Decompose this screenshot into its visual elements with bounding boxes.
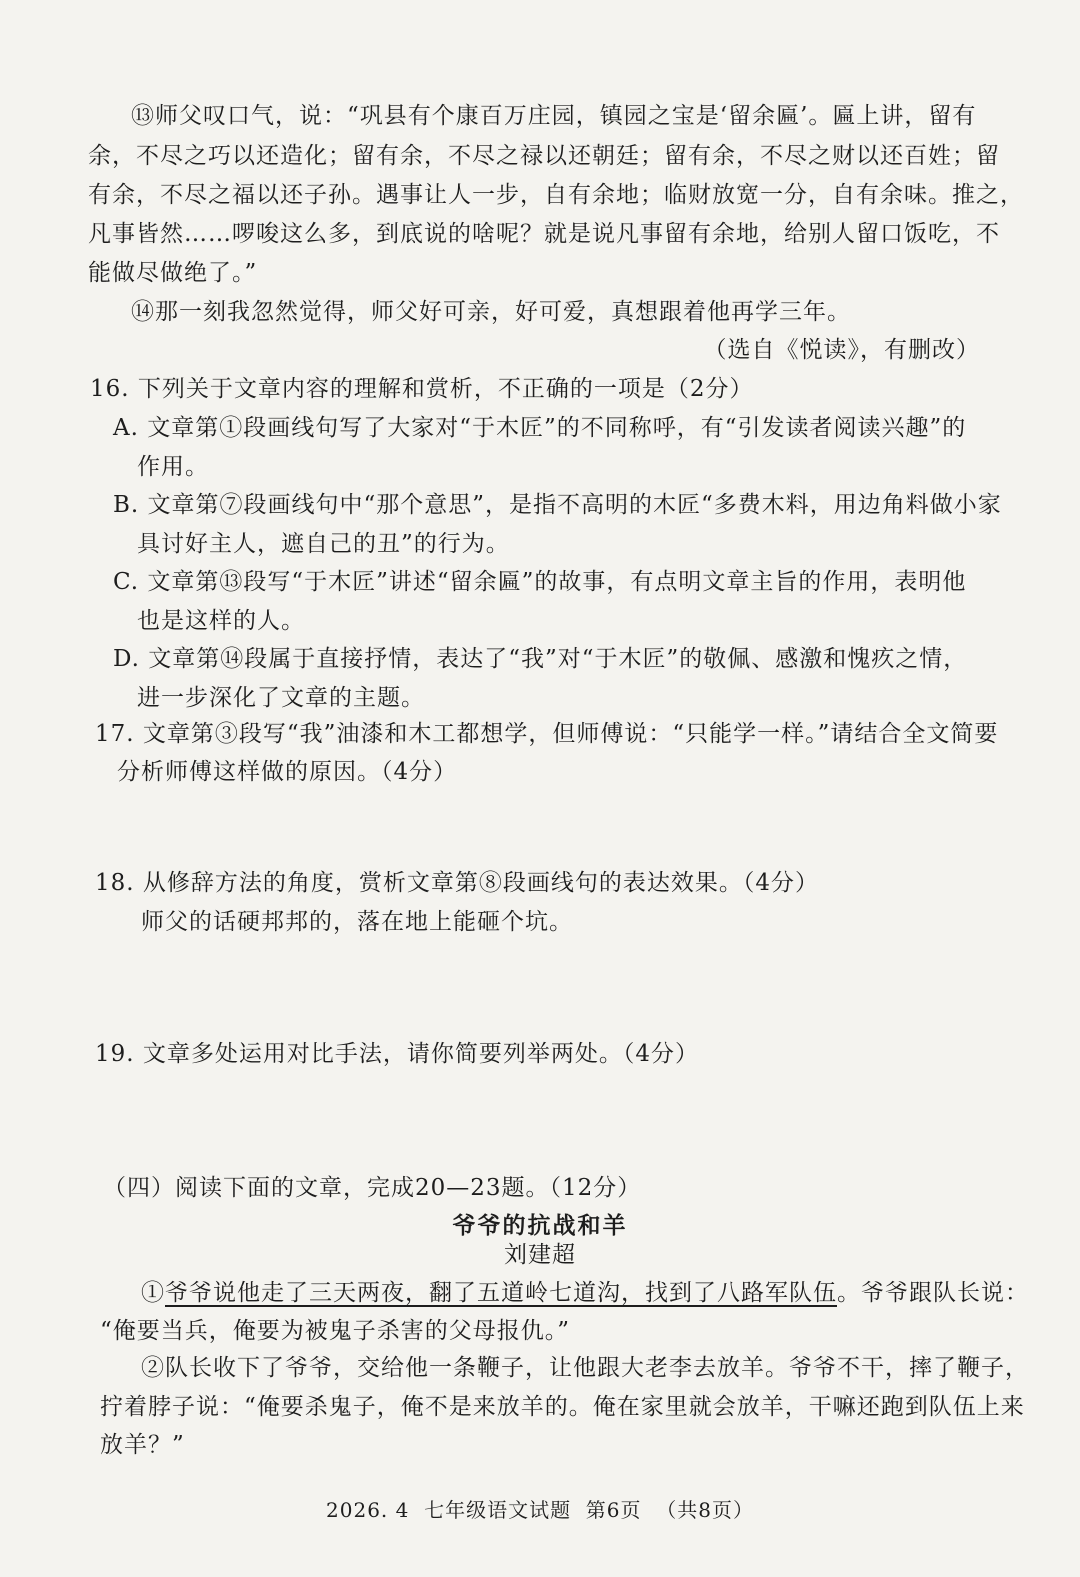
passage-p13-line3: 有余，不尽之福以还子孙。遇事让人一步，自有余地；临财放宽一分，自有余味。推之，: [88, 182, 1024, 208]
article-p1-line2: “俺要当兵，俺要为被鬼子杀害的父母报仇。”: [100, 1318, 571, 1344]
passage-p13-line1: ⑬师父叹口气，说：“巩县有个康百万庄园，镇园之宝是‘留余匾’。匾上讲，留有: [131, 103, 977, 129]
passage-p13-line5: 能做尽做绝了。”: [88, 260, 258, 286]
article-p1-number: ①: [141, 1280, 165, 1306]
q16-stem: 16. 下列关于文章内容的理解和赏析，不正确的一项是（2分）: [90, 376, 754, 402]
article-author: 刘建超: [504, 1242, 576, 1268]
q18-quote: 师父的话硬邦邦的，落在地上能砸个坑。: [141, 909, 573, 935]
q16-option-d-cont: 进一步深化了文章的主题。: [137, 685, 425, 711]
article-p2-line1: ②队长收下了爷爷，交给他一条鞭子，让他跟大老李去放羊。爷爷不干，摔了鞭子，: [141, 1355, 1029, 1381]
article-p1-underlined: 爷爷说他走了三天两夜，翻了五道岭七道沟，找到了八路军队伍: [165, 1280, 837, 1306]
q18-stem: 18. 从修辞方法的角度，赏析文章第⑧段画线句的表达效果。（4分）: [95, 870, 820, 896]
section4-intro: （四）阅读下面的文章，完成20—23题。（12分）: [103, 1175, 642, 1201]
passage-p13-line4: 凡事皆然……啰唆这么多，到底说的啥呢？就是说凡事留有余地，给别人留口饭吃，不: [88, 221, 1000, 247]
q16-option-c-cont: 也是这样的人。: [137, 608, 305, 634]
q16-option-d: D. 文章第⑭段属于直接抒情，表达了“我”对“于木匠”的敬佩、感激和愧疚之情，: [113, 646, 968, 672]
passage-p13-line2: 余，不尽之巧以还造化；留有余，不尽之禄以还朝廷；留有余，不尽之财以还百姓；留: [88, 143, 1000, 169]
q16-option-b-cont: 具讨好主人，遮自己的丑”的行为。: [137, 531, 510, 557]
passage-source: （选自《悦读》，有删改）: [703, 337, 980, 363]
q16-option-a: A. 文章第①段画线句写了大家对“于木匠”的不同称呼，有“引发读者阅读兴趣”的: [113, 415, 967, 441]
q19-stem: 19. 文章多处运用对比手法，请你简要列举两处。（4分）: [95, 1041, 700, 1067]
article-p2-line3: 放羊？”: [100, 1432, 185, 1458]
article-p2-line2: 拧着脖子说：“俺要杀鬼子，俺不是来放羊的。俺在家里就会放羊，干嘛还跑到队伍上来: [100, 1394, 1025, 1420]
q16-option-a-cont: 作用。: [137, 454, 209, 480]
q16-option-b: B. 文章第⑦段画线句中“那个意思”，是指不高明的木匠“多费木料，用边角料做小家: [113, 492, 1002, 518]
passage-p14: ⑭那一刻我忽然觉得，师父好可亲，好可爱，真想跟着他再学三年。: [131, 299, 851, 325]
page-footer: 2026. 4 七年级语文试题 第6页 （共8页）: [326, 1498, 754, 1522]
q17-stem-cont: 分析师傅这样做的原因。（4分）: [117, 759, 458, 785]
article-p1-line1: [141, 1278, 1029, 1308]
q16-option-c: C. 文章第⑬段写“于木匠”讲述“留余匾”的故事，有点明文章主旨的作用，表明他: [113, 569, 967, 595]
article-title: 爷爷的抗战和羊: [452, 1212, 628, 1239]
q17-stem: 17. 文章第③段写“我”油漆和木工都想学，但师傅说：“只能学一样。”请结合全文简要: [95, 721, 999, 747]
article-p1-rest: 。爷爷跟队长说：: [837, 1280, 1029, 1306]
